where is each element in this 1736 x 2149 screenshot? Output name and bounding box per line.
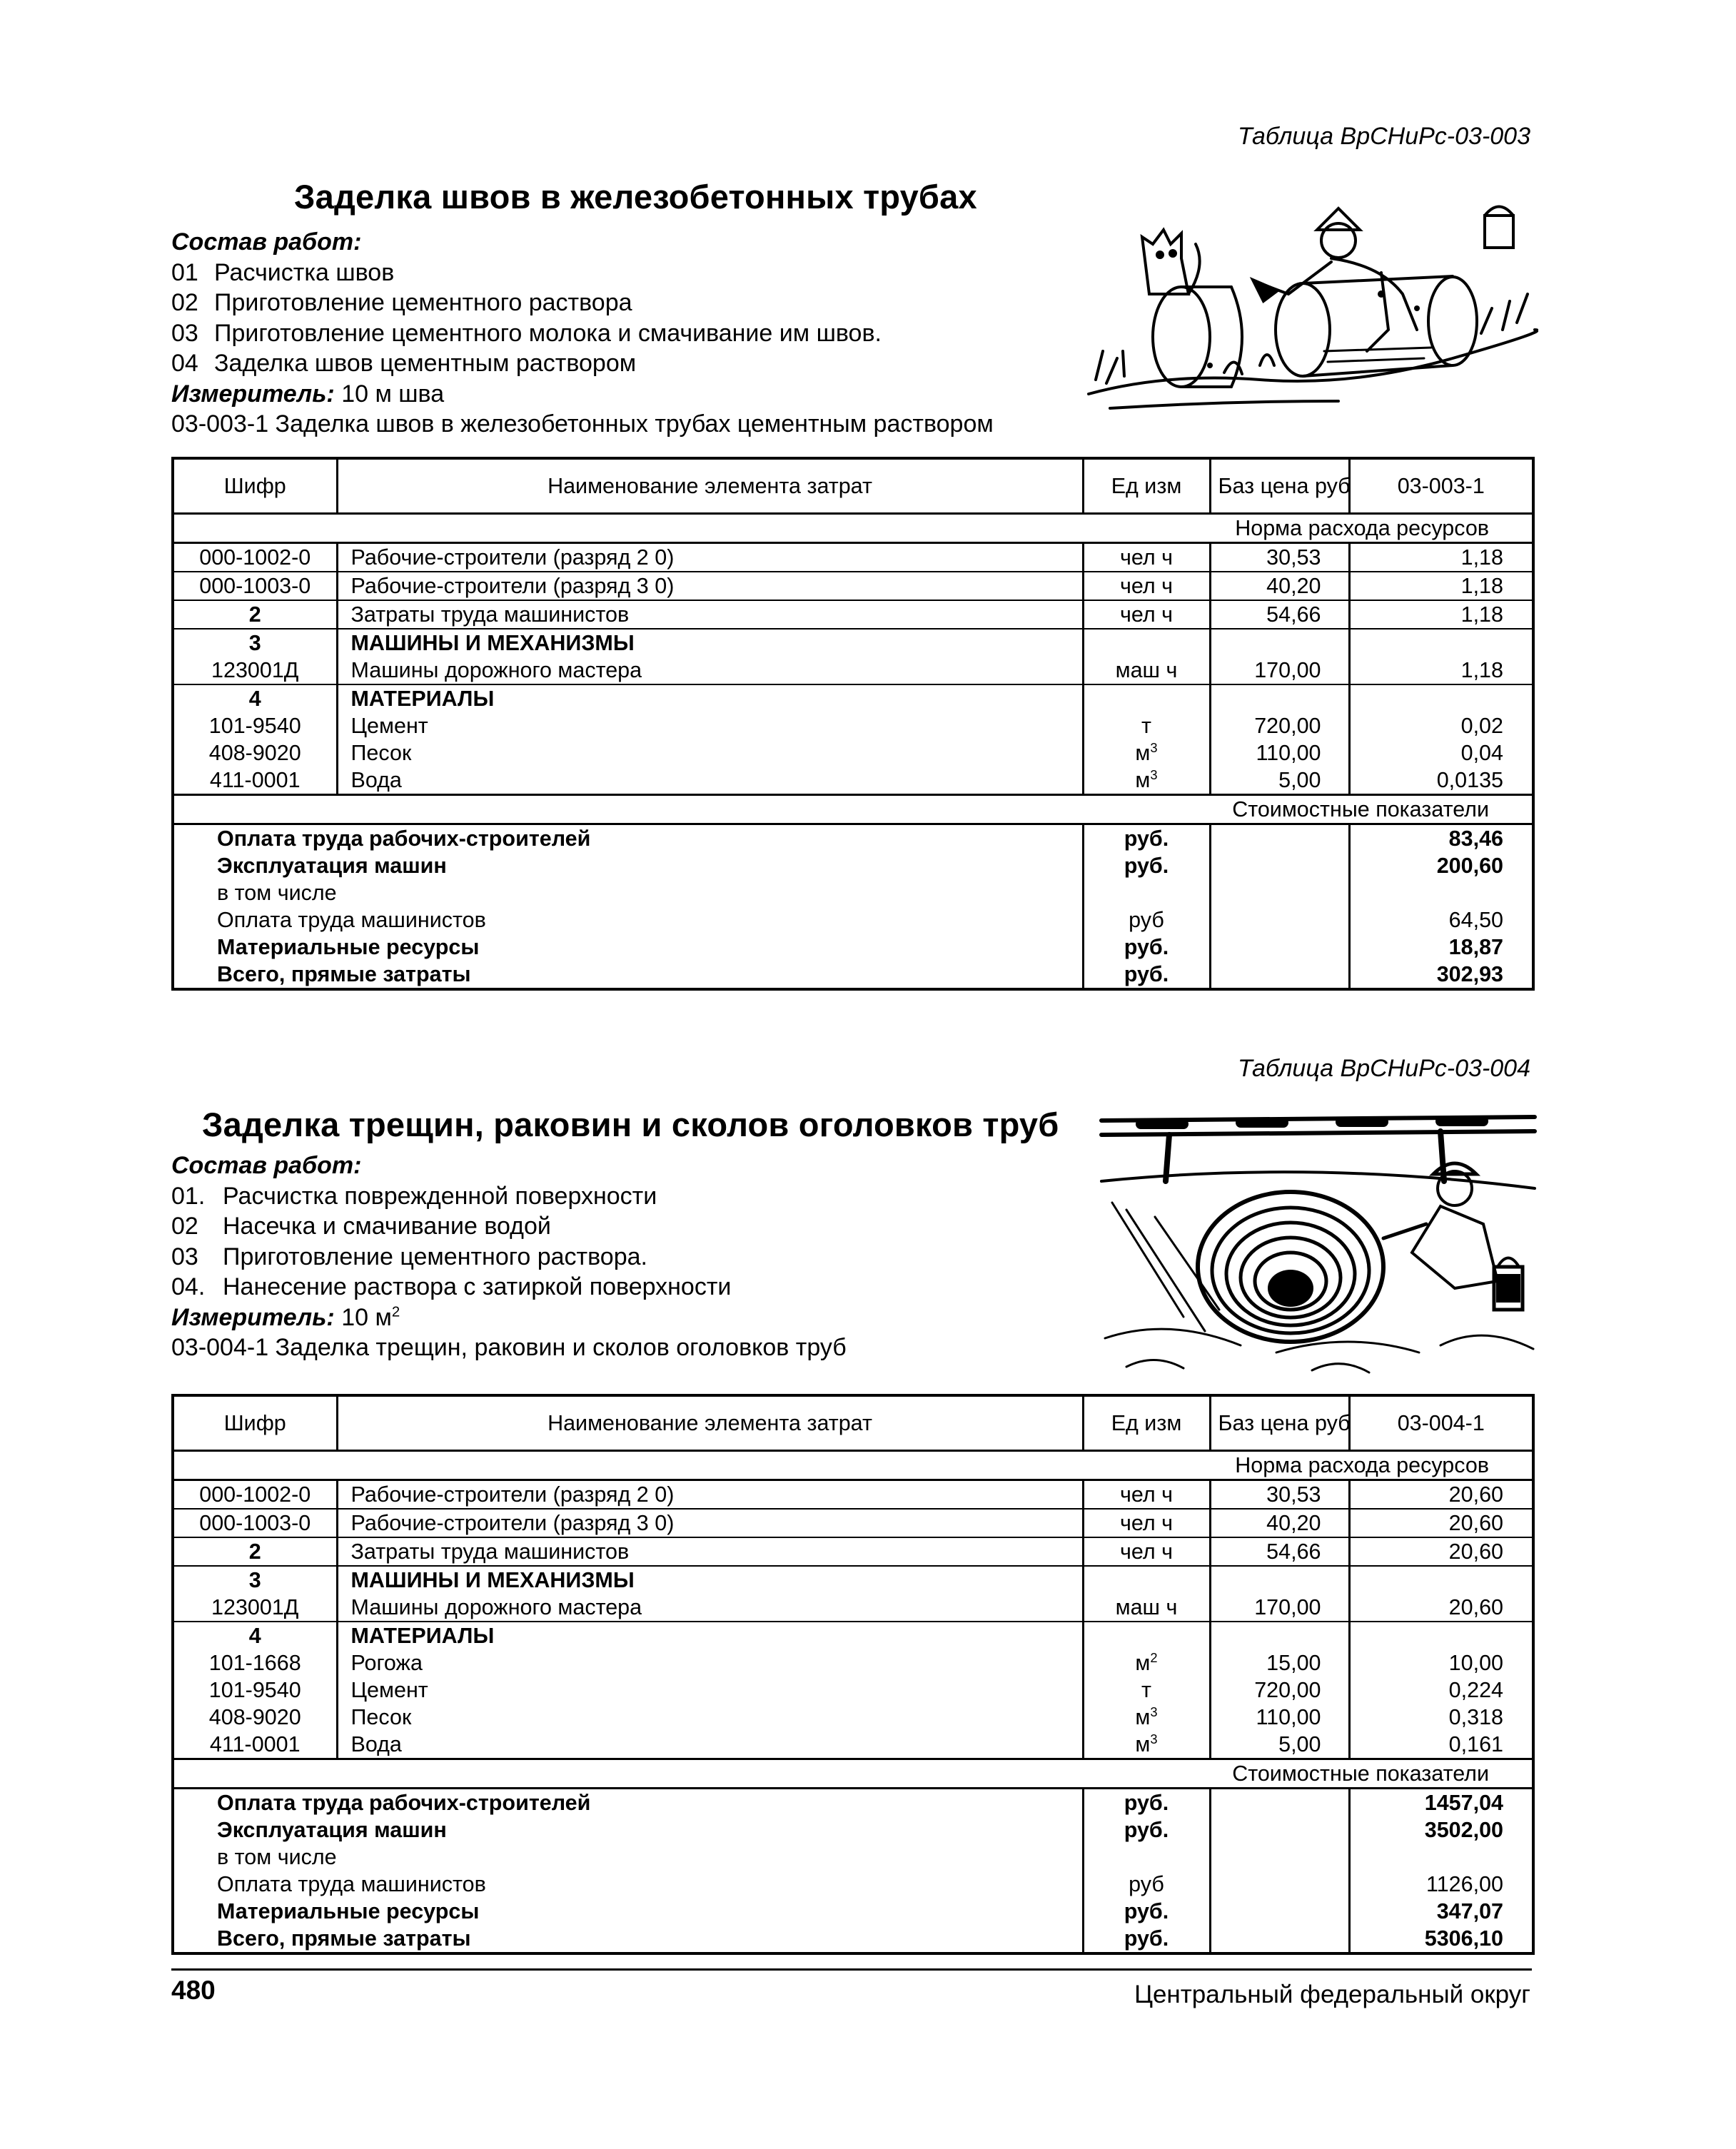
section-title: Заделка трещин, раковин и сколов оголовков труб [202,1106,1059,1143]
works-header: Состав работ: [171,1152,362,1179]
table-header-row [173,458,1533,514]
works-header: Состав работ: [171,228,362,256]
table-row: 101-1668 Рогожа $м^2$ 15,00 10,00 [173,1649,1533,1677]
table-row: 408-9020 Песок $м^3$ 110,00 0,04 [173,739,1533,767]
table-row: 411-0001 Вода $м^3$ 5,00 0,0135 [173,767,1533,795]
table-row: 4 МАТЕРИАЛЫ [173,1622,1533,1649]
table-row: 4 МАТЕРИАЛЫ [173,684,1533,712]
cost-row: Материальные ресурсы руб. 18,87 [217,935,1503,959]
header-norm: 03-003-1 [1349,458,1533,514]
table-row: 408-9020 Песок $м^3$ 110,00 0,318 [173,1704,1533,1731]
cost-row: Эксплуатация машин руб. 200,60 [217,854,1503,878]
work-item: 04. Нанесение раствора с затиркой поверхности [171,1273,732,1300]
header-unit: Ед изм [1083,1395,1210,1451]
footer-region: Центральный федеральный округ [1134,1981,1530,2008]
resource-table [171,457,1535,991]
cost-row: Материальные ресурсы руб. 347,07 [217,1899,1503,1923]
worker-cat-sealing-pipe-illustration [1081,187,1538,423]
header-unit: Ед изм [1083,458,1210,514]
work-item: 01. Расчистка поврежденной поверхности [171,1182,657,1210]
cost-row: Оплата труда рабочих-строителей руб. 1457,04 [173,1789,1533,1817]
header-name: Наименование элемента затрат [337,458,1083,514]
work-composition [171,1151,1099,1363]
measure-line: Измеритель: 10 м шва [171,380,445,408]
cost-row: Оплата труда рабочих-строителей руб. 83,46 [173,824,1533,853]
cost-row: Оплата труда машинистов руб 64,50 [217,908,1503,932]
cost-group-label: Стоимостные показатели [173,1759,1533,1789]
group-row [173,514,1533,543]
work-item: 03 Приготовление цементного молока и смачивание им швов. [171,319,882,347]
table-row: 101-9540 Цемент т 720,00 0,02 [173,712,1533,739]
cost-row: в том числе [173,879,1533,906]
table-row: 000-1002-0 Рабочие-строители (разряд 2 0) чел ч 30,53 20,60 [173,1480,1533,1510]
group-row [173,1451,1533,1480]
table-row: 3 МАШИНЫ И МЕХАНИЗМЫ [173,1566,1533,1594]
header-code: Шифр [173,458,337,514]
footer-divider [171,1968,1532,1971]
table-row: 000-1002-0 Рабочие-строители (разряд 2 0) чел ч 30,53 1,18 [173,543,1533,572]
header-price: Баз цена руб [1210,1395,1349,1451]
section-title: Заделка швов в железобетонных трубах [294,178,977,216]
table-label: Таблица ВрСНиРс-03-004 [1237,1055,1530,1082]
cost-row: в том числе [173,1844,1533,1871]
header-price: Баз цена руб [1210,458,1349,514]
table-label: Таблица ВрСНиРс-03-003 [1237,123,1530,150]
work-item: 02 Приготовление цементного раствора [171,289,632,316]
table-row: 101-9540 Цемент т 720,00 0,224 [173,1677,1533,1704]
cost-row: Эксплуатация машин руб. 3502,00 [217,1818,1503,1842]
header-name: Наименование элемента затрат [337,1395,1083,1451]
work-item: 04 Заделка швов цементным раствором [171,350,637,377]
header-code: Шифр [173,1395,337,1451]
cost-row: Оплата труда машинистов руб 1126,00 [217,1872,1503,1896]
resource-table [171,1394,1535,1955]
group-row [173,795,1533,824]
table-row: 2 Затраты труда машинистов чел ч 54,66 20,60 [173,1537,1533,1566]
cost-row: Всего, прямые затраты руб. 5306,10 [173,1925,1533,1953]
table-row: 2 Затраты труда машинистов чел ч 54,66 1,18 [173,600,1533,629]
norm-group-label: Норма расхода ресурсов [173,514,1533,543]
measure-line: Измеритель: 10 $м^2$ [171,1303,400,1331]
table-row: 411-0001 Вода $м^3$ 5,00 0,161 [173,1731,1533,1759]
cost-row: Всего, прямые затраты руб. 302,93 [173,961,1533,989]
item-line: 03-003-1 Заделка швов в железобетонных трубах цементным раствором [171,410,994,438]
table-row: 123001Д Машины дорожного мастера маш ч 170,00 20,60 [173,1594,1533,1622]
work-composition [171,227,1099,440]
page-number: 480 [171,1976,216,2005]
cost-group-label: Стоимостные показатели [173,795,1533,824]
worker-pipe-head-repair-illustration [1098,1103,1538,1377]
item-line: 03-004-1 Заделка трещин, раковин и сколов оголовков труб [171,1334,847,1361]
work-item: 03 Приготовление цементного раствора. [171,1243,647,1270]
work-item: 02 Насечка и смачивание водой [171,1213,551,1240]
table-row: 000-1003-0 Рабочие-строители (разряд 3 0) чел ч 40,20 1,18 [173,572,1533,600]
table-row: 000-1003-0 Рабочие-строители (разряд 3 0) чел ч 40,20 20,60 [173,1509,1533,1537]
work-item: 01 Расчистка швов [171,258,395,286]
table-row: 3 МАШИНЫ И МЕХАНИЗМЫ [173,629,1533,657]
header-norm: 03-004-1 [1349,1395,1533,1451]
group-row [173,1759,1533,1789]
norm-group-label: Норма расхода ресурсов [173,1451,1533,1480]
table-header-row [173,1395,1533,1451]
table-row: 123001Д Машины дорожного мастера маш ч 170,00 1,18 [173,657,1533,684]
